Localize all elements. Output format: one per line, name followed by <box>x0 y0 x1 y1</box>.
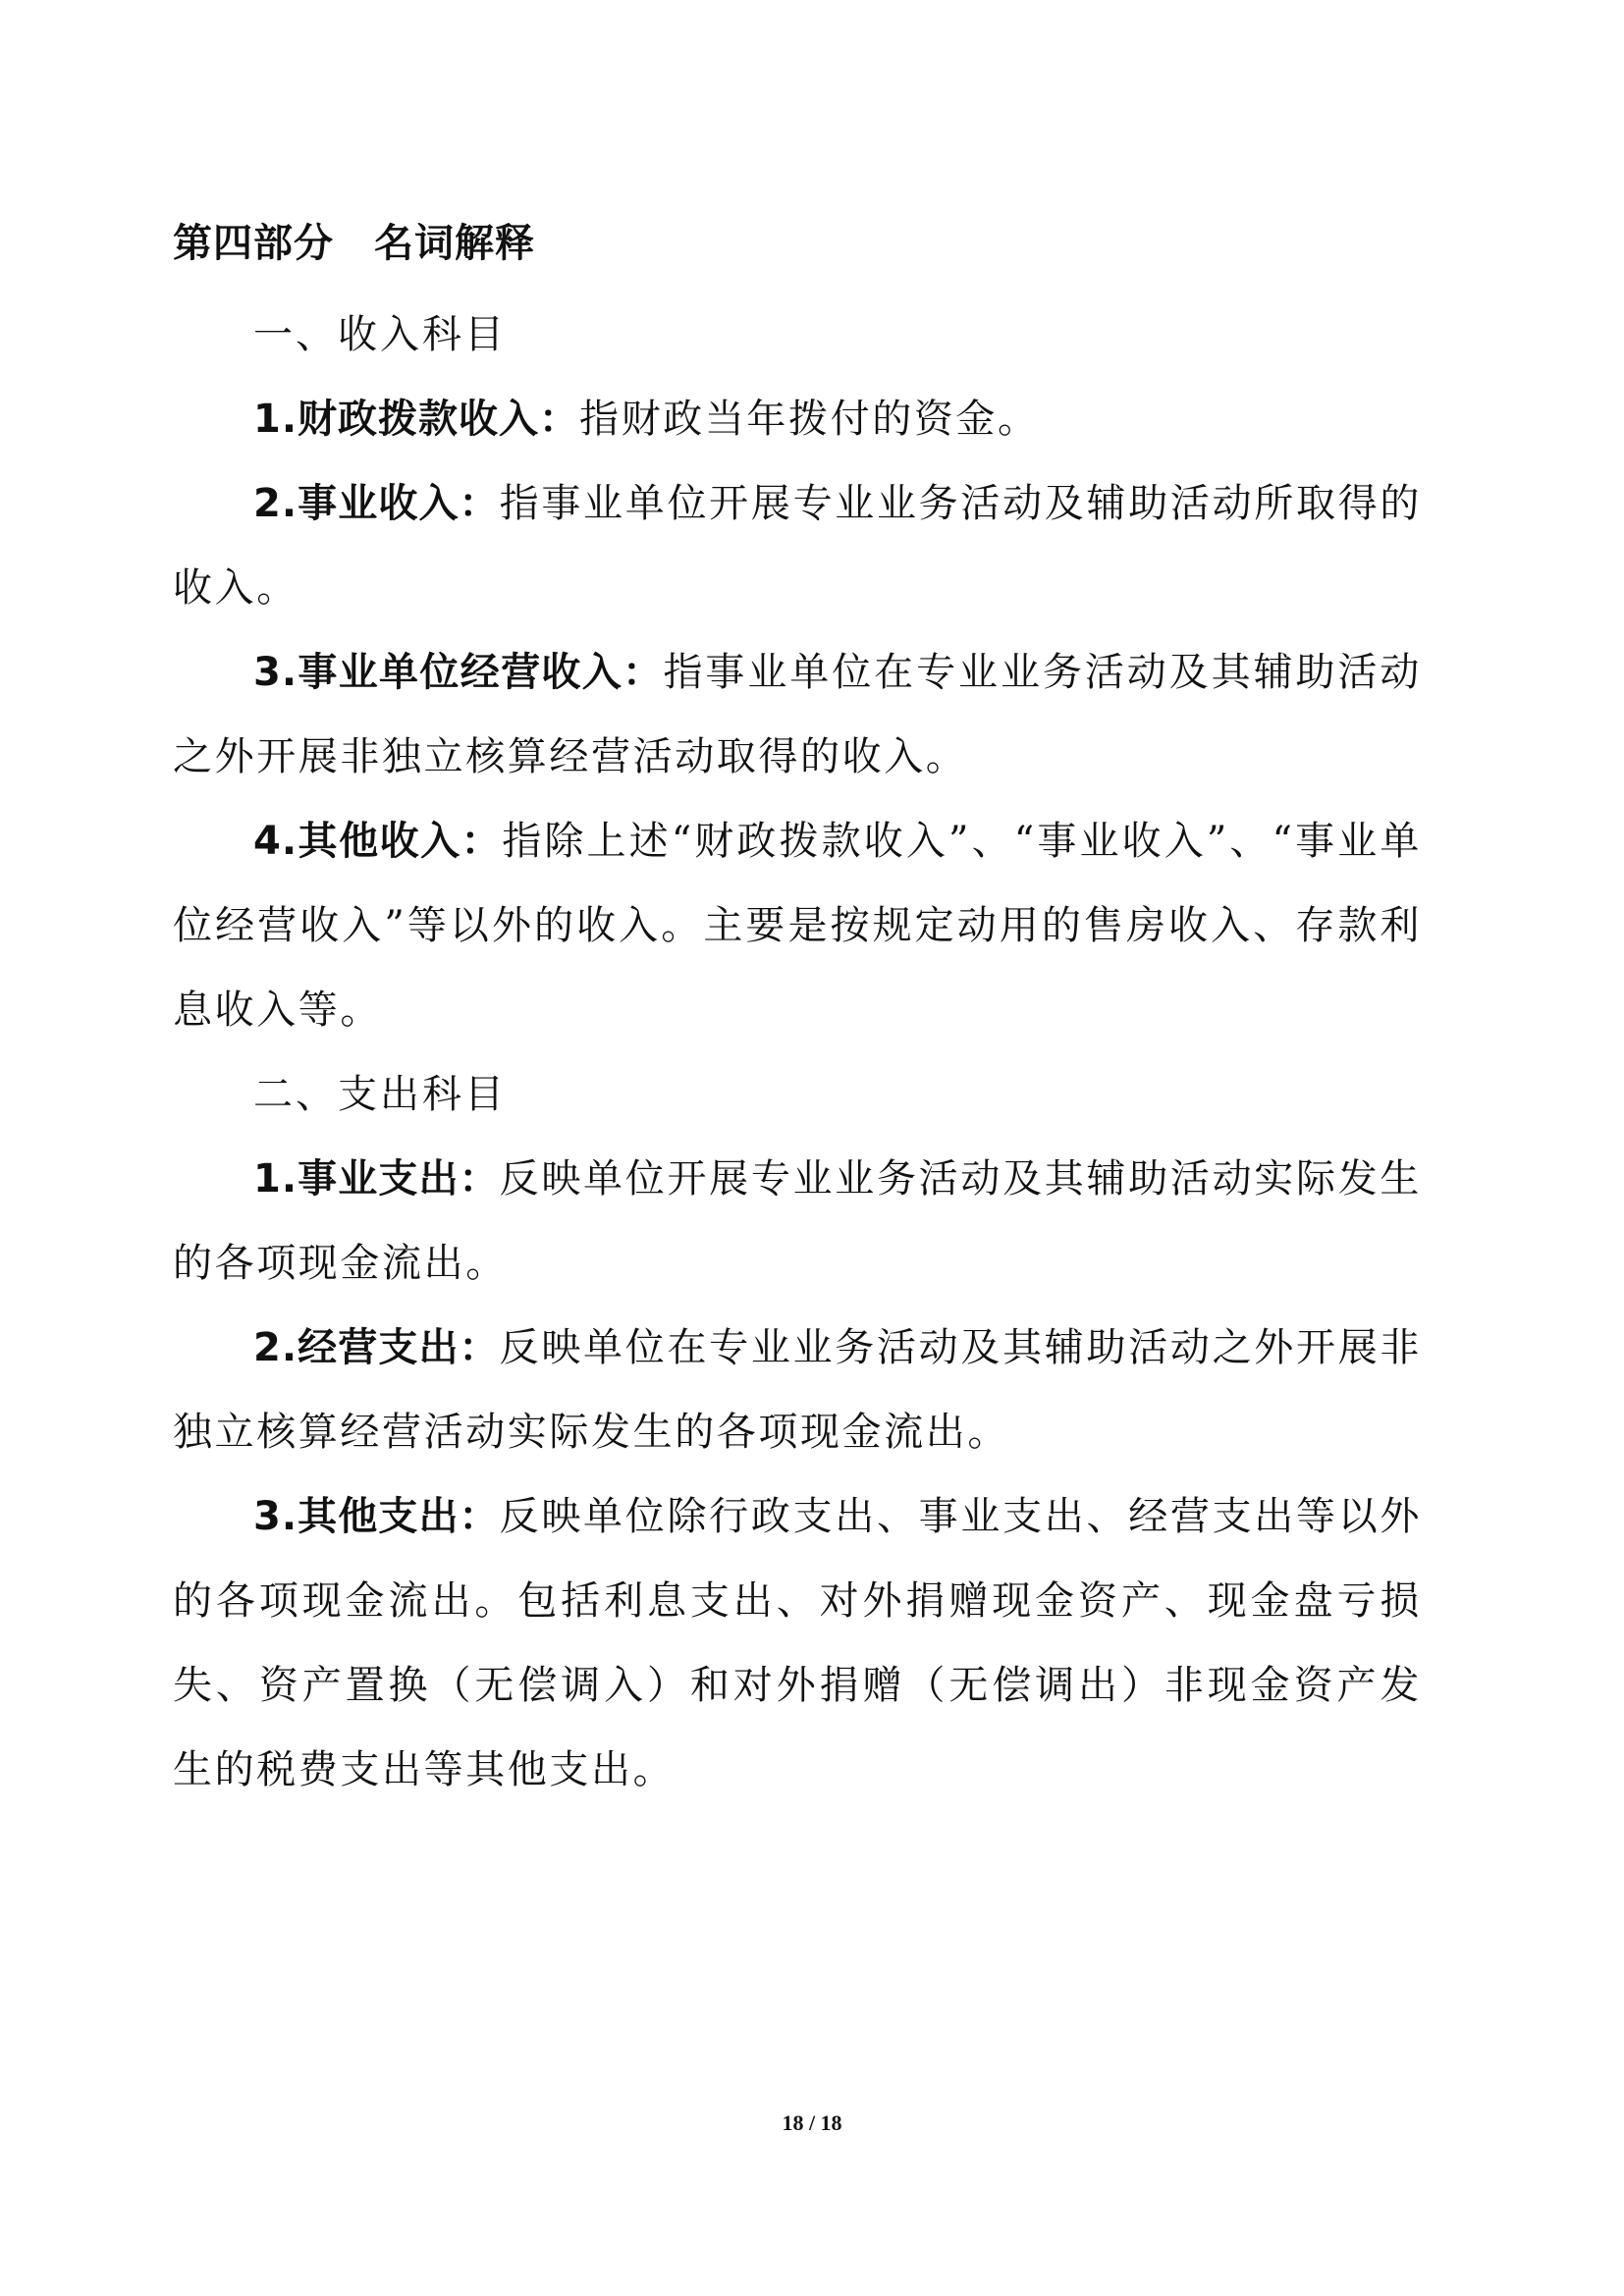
definition-item <box>173 1137 1422 1306</box>
definition-item <box>173 1474 1422 1812</box>
definition-item <box>173 799 1422 1052</box>
term-number: 1. <box>253 397 298 442</box>
term-definition: 指除上述“财政拨款收入”、“事业收入”、“事业单位经营收入”等以外的收入。主要是按规定动用的售房收入、存款利息收入等。 <box>173 819 1422 1033</box>
term-label: 财政拨款收入： <box>298 397 580 442</box>
expenditure-section <box>173 1052 1422 1812</box>
term-label: 其他支出： <box>298 1494 500 1539</box>
page-title: 第四部分 名词解释 <box>173 221 535 266</box>
income-section <box>173 293 1422 1052</box>
definition-item <box>173 1306 1422 1474</box>
section-heading-expenditure: 二、支出科目 <box>253 1072 507 1117</box>
term-definition: 指事业单位在专业业务活动及其辅助活动之外开展非独立核算经营活动取得的收入。 <box>173 650 1423 779</box>
term-number: 3. <box>253 1494 298 1539</box>
term-label: 其他收入： <box>298 819 503 864</box>
term-definition: 反映单位除行政支出、事业支出、经营支出等以外的各项现金流出。包括利息支出、对外捐赠现金资产、现金盘亏损失、资产置换（无偿调入）和对外捐赠（无偿调出）非现金资产发生的税费支出等其他支出。 <box>173 1494 1423 1792</box>
term-number: 3. <box>253 650 298 695</box>
term-number: 1. <box>253 1156 298 1201</box>
term-definition: 指财政当年拨付的资金。 <box>579 397 1040 442</box>
definition-item <box>173 461 1422 630</box>
term-label: 事业单位经营收入： <box>298 650 664 695</box>
definition-item <box>173 630 1422 799</box>
term-definition: 反映单位开展专业业务活动及其辅助活动实际发生的各项现金流出。 <box>173 1156 1423 1286</box>
term-label: 事业收入： <box>298 481 500 526</box>
term-label: 事业支出： <box>298 1156 500 1201</box>
term-definition: 指事业单位开展专业业务活动及辅助活动所取得的收入。 <box>173 481 1423 611</box>
term-number: 4. <box>253 819 298 864</box>
term-number: 2. <box>253 481 298 526</box>
section-heading-income: 一、收入科目 <box>253 312 507 357</box>
document-body <box>173 208 1422 1812</box>
definition-item <box>173 377 1422 461</box>
term-definition: 反映单位在专业业务活动及其辅助活动之外开展非独立核算经营活动实际发生的各项现金流出。 <box>173 1325 1423 1455</box>
term-number: 2. <box>253 1325 298 1370</box>
page-number: 18 / 18 <box>782 2110 842 2135</box>
term-label: 经营支出： <box>298 1325 500 1370</box>
